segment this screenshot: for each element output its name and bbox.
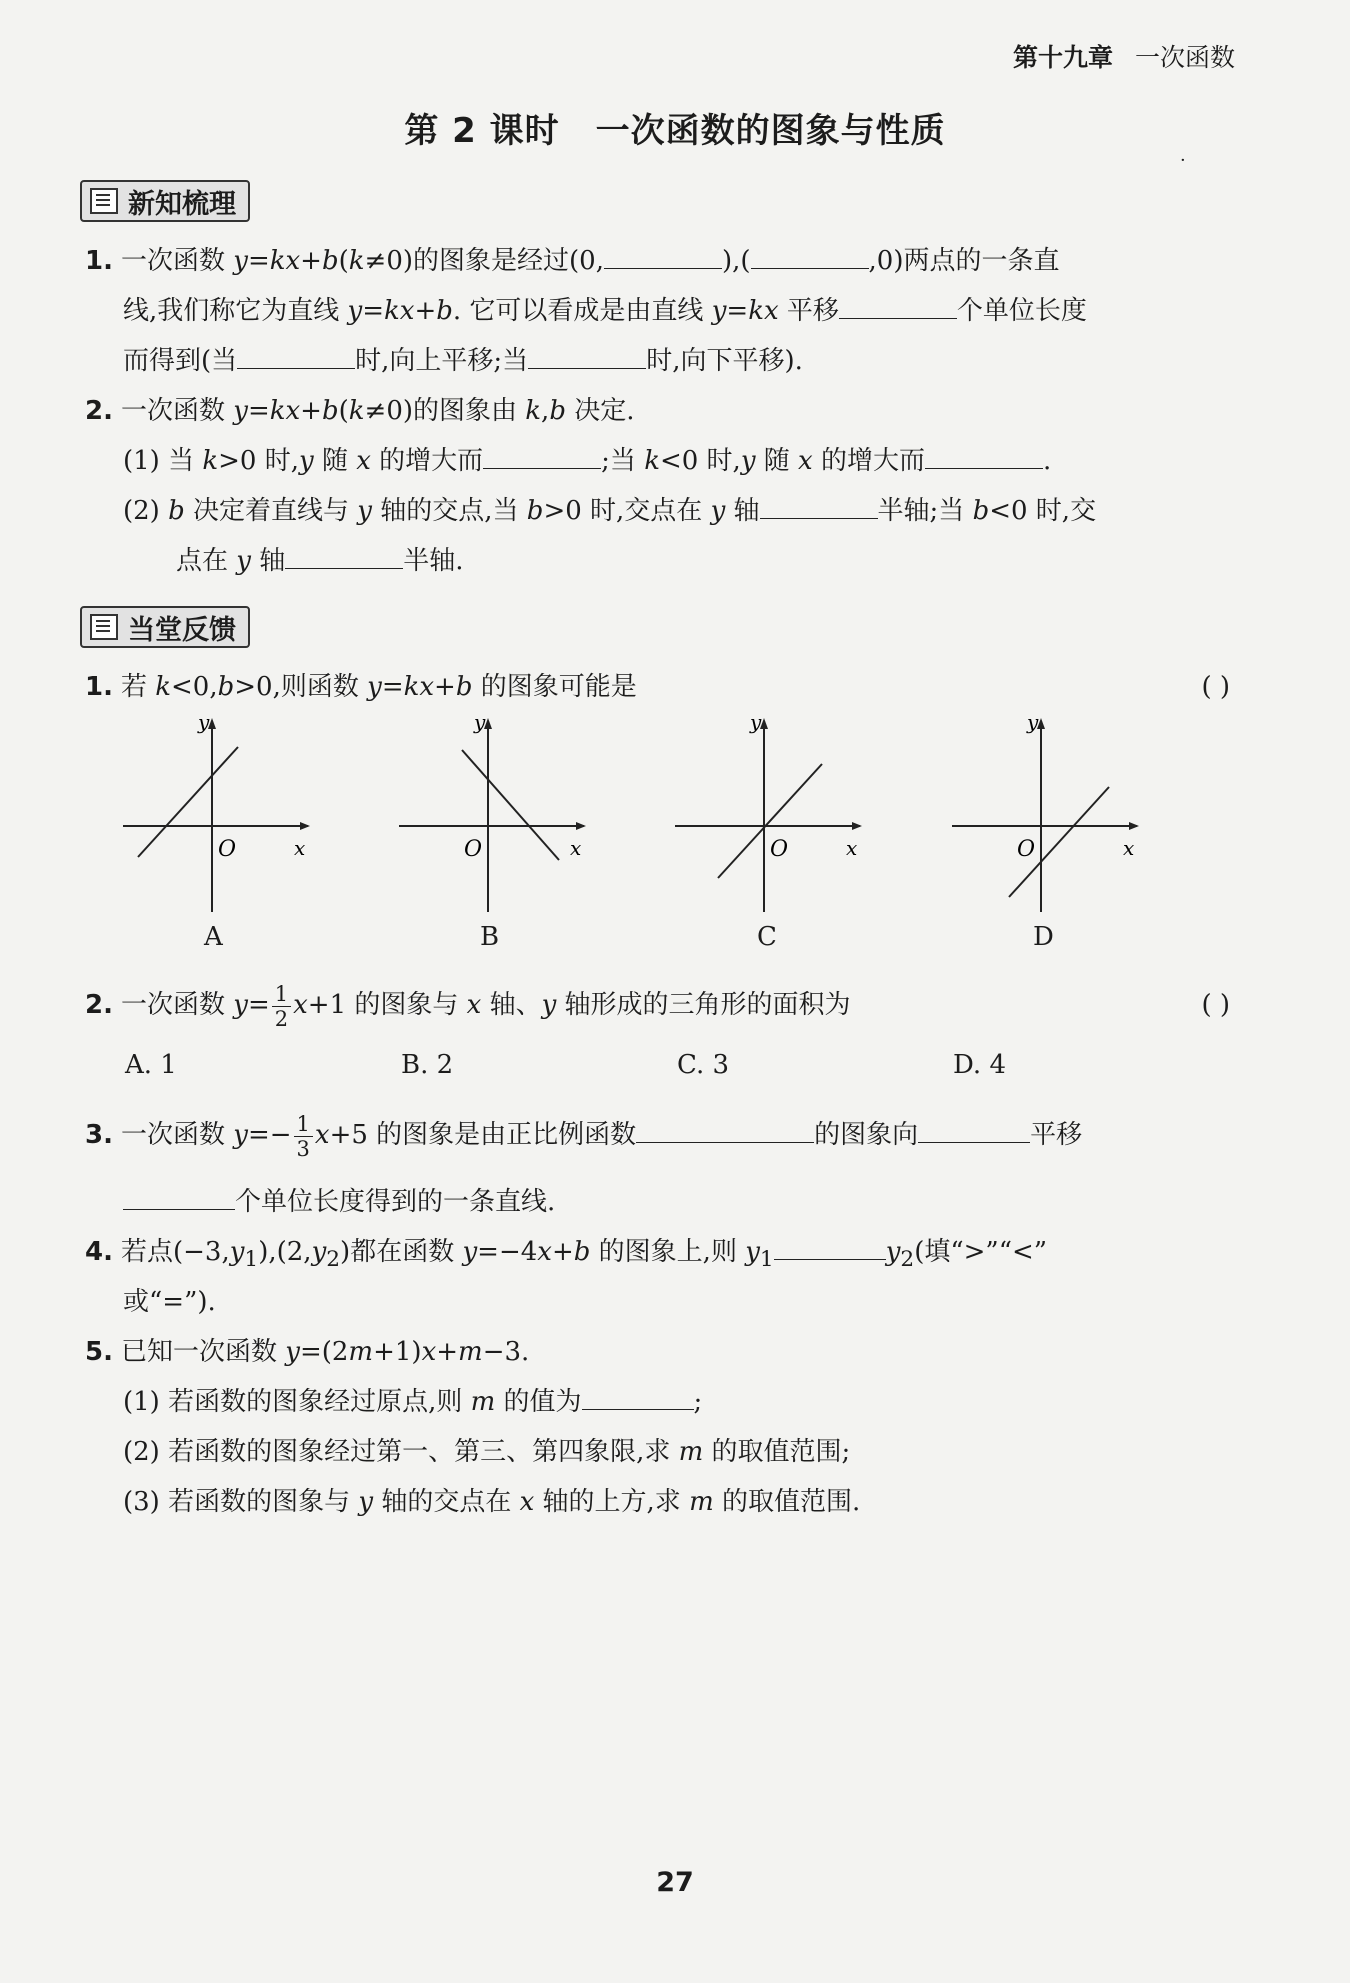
- answer-blank[interactable]: [925, 438, 1043, 469]
- var: kx: [384, 296, 415, 326]
- text: 个单位长度: [956, 296, 1087, 326]
- text: =: [247, 246, 270, 276]
- text: 的图象向: [814, 1120, 919, 1150]
- var: b: [168, 496, 185, 526]
- text: <0,: [171, 672, 218, 702]
- y-label: y: [474, 712, 486, 734]
- numerator: 1: [272, 982, 291, 1007]
- var: b: [455, 672, 473, 702]
- var: m: [458, 1337, 483, 1367]
- question-number: 2.: [85, 990, 113, 1020]
- text: 个单位长度得到的一条直线.: [235, 1187, 556, 1217]
- var: y: [367, 672, 382, 702]
- text: )都在函数: [340, 1237, 463, 1267]
- text: 一次函数: [120, 396, 234, 426]
- text: 半轴.: [403, 546, 464, 576]
- var: y: [358, 1487, 374, 1517]
- var: k: [525, 396, 542, 426]
- text: =−: [247, 1120, 292, 1150]
- f2-stem: [85, 975, 851, 1035]
- q2-sub2: [123, 486, 1096, 536]
- text: +: [436, 1337, 459, 1367]
- text: . 它可以看成是由直线: [452, 296, 712, 326]
- text: ≠0)的图象由: [364, 396, 526, 426]
- text: (填“>”“<”: [914, 1237, 1048, 1267]
- option-d[interactable]: D. 4: [953, 1050, 1006, 1080]
- f1-stem: [85, 662, 637, 712]
- f4-stem: [85, 1227, 1047, 1285]
- section-class-feedback: [80, 606, 250, 648]
- x-label: x: [846, 836, 858, 860]
- text: <0 时,: [659, 446, 741, 476]
- text: (2): [123, 496, 169, 526]
- text: 的增大而: [812, 446, 925, 476]
- page-number: 27: [656, 1867, 694, 1898]
- q2-sub1: [123, 436, 1051, 486]
- text: 的取值范围.: [713, 1487, 861, 1517]
- text: 轴: [725, 496, 760, 526]
- var: y: [311, 1237, 327, 1267]
- var: m: [689, 1487, 714, 1517]
- question-number: 1.: [85, 246, 113, 276]
- numerator: 1: [294, 1112, 313, 1137]
- var: y: [885, 1237, 901, 1267]
- subscript: 2: [900, 1247, 915, 1273]
- x-label: x: [294, 836, 306, 860]
- answer-blank[interactable]: [582, 1379, 694, 1410]
- text: 点在: [176, 546, 237, 576]
- text: +: [300, 246, 322, 276]
- answer-blank[interactable]: [760, 488, 878, 519]
- var: y: [541, 990, 557, 1020]
- text: 半轴;当: [877, 496, 973, 526]
- text: 的图象可能是: [472, 672, 637, 702]
- chapter-topic: 一次函数: [1134, 43, 1235, 72]
- text: +1 的图象与: [307, 990, 467, 1020]
- var: k: [155, 672, 171, 702]
- q1-line1: [85, 236, 1059, 286]
- x-arrow-icon: [576, 822, 586, 830]
- text: 随: [755, 446, 799, 476]
- x-label: x: [1123, 836, 1135, 860]
- text: 轴的交点,当: [371, 496, 527, 526]
- text: 而得到(当: [123, 346, 238, 376]
- text: 随: [313, 446, 357, 476]
- var: kx: [269, 246, 301, 276]
- f3-stem: [85, 1105, 1082, 1165]
- var: y: [233, 1120, 248, 1150]
- text: +: [551, 1237, 574, 1267]
- text: =: [362, 296, 385, 326]
- text: ),(2,: [258, 1237, 312, 1267]
- text: 一次函数: [120, 1120, 234, 1150]
- notebook-icon: [90, 188, 118, 214]
- f3-line2: [123, 1177, 555, 1227]
- origin-label: O: [1017, 837, 1036, 862]
- option-label-c[interactable]: C: [757, 922, 777, 952]
- text: ≠0)的图象是经过(0,: [364, 246, 604, 276]
- question-number: 2.: [85, 396, 113, 426]
- graph-d[interactable]: [947, 712, 1147, 922]
- page-title: [0, 103, 1350, 152]
- subscript: 1: [759, 1247, 774, 1273]
- text: 若: [120, 672, 156, 702]
- text: 时,向下平移).: [646, 346, 803, 376]
- x-arrow-icon: [300, 822, 310, 830]
- text: 轴、: [481, 990, 542, 1020]
- answer-blank[interactable]: [285, 538, 403, 569]
- lesson-title: 一次函数的图象与性质: [595, 111, 946, 151]
- text: 的取值范围;: [703, 1437, 851, 1467]
- text: =: [247, 396, 270, 426]
- text: 的增大而: [370, 446, 484, 476]
- answer-blank[interactable]: [918, 1112, 1030, 1143]
- var: y: [285, 1337, 300, 1367]
- text: =(2: [299, 1337, 349, 1367]
- text: +: [434, 672, 456, 702]
- answer-blank[interactable]: [123, 1179, 235, 1210]
- var: x: [466, 990, 482, 1020]
- text: 时,向上平移;当: [355, 346, 529, 376]
- y-label: y: [1027, 712, 1039, 734]
- var: kx: [748, 296, 779, 326]
- text: 线,我们称它为直线: [123, 296, 348, 326]
- fraction: [272, 982, 291, 1031]
- chapter-label: 第十九章: [1012, 43, 1113, 72]
- var: b: [526, 496, 544, 526]
- text: ,0)两点的一条直: [868, 246, 1060, 276]
- x-arrow-icon: [852, 822, 862, 830]
- answer-blank[interactable]: [237, 338, 355, 369]
- question-number: 1.: [85, 672, 113, 702]
- f5-sub1: [123, 1377, 702, 1427]
- f4-line2: 或“=”).: [123, 1287, 216, 1317]
- text: ;当: [601, 446, 645, 476]
- text: 轴: [250, 546, 286, 576]
- question-number: 3.: [85, 1120, 113, 1150]
- var: y: [298, 446, 314, 476]
- graph-c[interactable]: [670, 712, 870, 922]
- text: ),(: [721, 246, 751, 276]
- var: y: [233, 990, 248, 1020]
- text: 轴的上方,求: [534, 1487, 690, 1517]
- text: ,: [541, 396, 550, 426]
- lesson-number: 第 2 课时: [404, 111, 560, 151]
- text: 平移: [1030, 1120, 1083, 1150]
- var: x: [421, 1337, 437, 1367]
- var: b: [321, 246, 339, 276]
- text: .: [1042, 446, 1052, 476]
- option-label-d[interactable]: D: [1033, 922, 1054, 952]
- text: 的值为: [495, 1387, 582, 1417]
- text: >0 时,交点在: [543, 496, 711, 526]
- var: k: [644, 446, 660, 476]
- var: kx: [269, 396, 301, 426]
- text: (1) 当: [123, 446, 203, 476]
- option-b[interactable]: B. 2: [401, 1050, 454, 1080]
- origin-label: O: [218, 837, 237, 862]
- text: −3.: [482, 1337, 530, 1367]
- text: (2) 若函数的图象经过第一、第三、第四象限,求: [123, 1437, 679, 1467]
- answer-blank[interactable]: [604, 238, 722, 269]
- var: x: [356, 446, 371, 476]
- var: kx: [403, 672, 435, 702]
- text: 若点(−3,: [120, 1237, 230, 1267]
- y-label: y: [198, 712, 210, 734]
- answer-blank[interactable]: [774, 1229, 886, 1260]
- text: <0 时,交: [989, 496, 1097, 526]
- var: y: [236, 546, 251, 576]
- origin-label: O: [770, 837, 789, 862]
- f5-stem: [85, 1327, 529, 1377]
- denominator: 3: [296, 1136, 310, 1161]
- var: k: [348, 396, 365, 426]
- text: 已知一次函数: [120, 1337, 286, 1367]
- text: 轴形成的三角形的面积为: [556, 990, 851, 1020]
- var: y: [357, 496, 372, 526]
- answer-blank[interactable]: [751, 238, 869, 269]
- stray-dot: ·: [1180, 150, 1186, 171]
- text: =: [381, 672, 404, 702]
- answer-blank[interactable]: [483, 438, 601, 469]
- option-label-a[interactable]: A: [204, 922, 223, 952]
- var: y: [229, 1237, 245, 1267]
- answer-blank[interactable]: [839, 288, 957, 319]
- text: ;: [693, 1387, 703, 1417]
- var: m: [470, 1387, 496, 1417]
- var: m: [348, 1337, 374, 1367]
- subscript: 2: [326, 1247, 341, 1273]
- var: b: [436, 296, 453, 326]
- var: x: [293, 990, 308, 1020]
- text: +1): [373, 1337, 422, 1367]
- running-header: [1013, 38, 1235, 74]
- var: y: [710, 496, 726, 526]
- text: (: [338, 396, 349, 426]
- y-label: y: [750, 712, 762, 734]
- var: m: [678, 1437, 704, 1467]
- question-number: 4.: [85, 1237, 113, 1267]
- var: y: [745, 1237, 760, 1267]
- var: b: [321, 396, 339, 426]
- var: x: [537, 1237, 552, 1267]
- var: b: [972, 496, 990, 526]
- x-arrow-icon: [1129, 822, 1139, 830]
- graph-b[interactable]: [394, 712, 594, 922]
- section-label: 当堂反馈: [128, 614, 236, 646]
- var: y: [233, 396, 248, 426]
- x-label: x: [570, 836, 582, 860]
- var: b: [549, 396, 566, 426]
- option-label-b[interactable]: B: [480, 922, 500, 952]
- answer-blank[interactable]: [528, 338, 646, 369]
- var: k: [202, 446, 219, 476]
- text: =−4: [477, 1237, 538, 1267]
- q2-sub2-cont: [176, 536, 464, 586]
- var: b: [573, 1237, 591, 1267]
- var: y: [740, 446, 756, 476]
- q1-line3: [123, 336, 803, 386]
- option-c[interactable]: C. 3: [677, 1050, 730, 1080]
- origin-label: O: [464, 837, 483, 862]
- text: >0 时,: [218, 446, 299, 476]
- text: (3) 若函数的图象与: [123, 1487, 359, 1517]
- var: y: [233, 246, 248, 276]
- var: y: [711, 296, 727, 326]
- pencil-icon: [90, 614, 118, 640]
- text: 轴的交点在: [373, 1487, 520, 1517]
- var: y: [347, 296, 363, 326]
- graph-a[interactable]: [118, 712, 318, 922]
- fraction: [294, 1112, 313, 1161]
- answer-blank[interactable]: [636, 1112, 814, 1143]
- text: 决定着直线与: [184, 496, 358, 526]
- text: >0,则函数: [234, 672, 368, 702]
- text: 平移: [778, 296, 839, 326]
- text: (: [338, 246, 349, 276]
- answer-paren[interactable]: ( ): [1201, 990, 1230, 1020]
- var: x: [519, 1487, 535, 1517]
- text: =: [247, 990, 270, 1020]
- text: +: [300, 396, 322, 426]
- text: 一次函数: [120, 246, 234, 276]
- answer-paren[interactable]: ( ): [1201, 672, 1230, 702]
- text: +: [414, 296, 437, 326]
- option-a[interactable]: A. 1: [125, 1050, 177, 1080]
- denominator: 2: [274, 1006, 289, 1031]
- var: y: [462, 1237, 478, 1267]
- text: 一次函数: [120, 990, 234, 1020]
- f5-sub3: [123, 1477, 860, 1527]
- section-new-knowledge: [80, 180, 250, 222]
- section-label: 新知梳理: [128, 188, 236, 220]
- var: x: [314, 1120, 330, 1150]
- var: b: [217, 672, 235, 702]
- var: k: [348, 246, 365, 276]
- question-number: 5.: [85, 1337, 113, 1367]
- text: +5 的图象是由正比例函数: [329, 1120, 637, 1150]
- text: (1) 若函数的图象经过原点,则: [123, 1387, 471, 1417]
- q2-line1: [85, 386, 635, 436]
- f5-sub2: [123, 1427, 850, 1477]
- text: =: [726, 296, 749, 326]
- subscript: 1: [244, 1247, 259, 1273]
- text: 决定.: [565, 396, 635, 426]
- text: 的图象上,则: [590, 1237, 746, 1267]
- q1-line2: [123, 286, 1087, 336]
- var: x: [798, 446, 813, 476]
